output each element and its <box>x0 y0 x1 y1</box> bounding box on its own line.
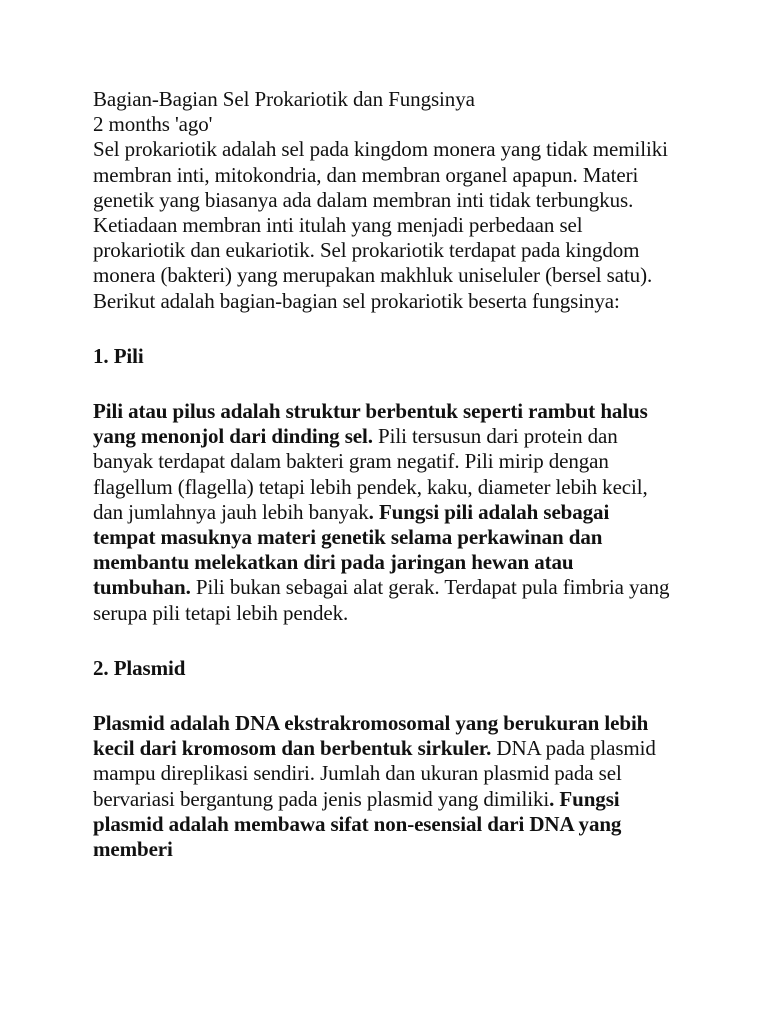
spacer <box>93 681 673 711</box>
spacer <box>93 626 673 656</box>
document-date: 2 months 'ago' <box>93 112 213 137</box>
section-heading-pili: 1. Pili <box>93 343 144 368</box>
plasmid-description-text: DNA pada plasmid mampu direplikasi sendiri. Jumlah dan ukuran plasmid pada sel bervariasi bergantung pada jenis plasmid yang dimiliki <box>93 736 656 811</box>
pili-note-text: Pili bukan sebagai alat gerak. Terdapat pula fimbria yang serupa pili tetapi lebih pendek. <box>93 575 670 625</box>
section-paragraph-plasmid <box>93 711 673 862</box>
spacer <box>93 369 673 399</box>
pili-definition-bold: Pili atau pilus adalah struktur berbentuk seperti rambut halus yang menonjol dari dinding sel. <box>93 399 648 449</box>
plasmid-definition-bold: Plasmid adalah DNA ekstrakromosomal yang berukuran lebih kecil dari kromosom dan berbentuk sirkuler. <box>93 711 649 761</box>
plasmid-function-bold: . Fungsi plasmid adalah membawa sifat non-esensial dari DNA yang memberi <box>93 786 622 862</box>
intro-paragraph: Sel prokariotik adalah sel pada kingdom monera yang tidak memiliki membran inti, mitokondria, dan membran organel apapun. Materi genetik yang biasanya ada dalam membran inti tidak terbungkus. Ketiadaan membran inti itulah yang menjadi perbedaan sel prokariotik dan eukariotik. Sel prokariotik terdapat pada kingdom monera (bakteri) yang merupakan makhluk uniseluler (bersel satu). Berikut adalah bagian-bagian sel prokariotik beserta fungsinya: <box>93 137 668 313</box>
section-heading-plasmid: 2. Plasmid <box>93 655 186 680</box>
pili-function-bold: . Fungsi pili adalah sebagai tempat masuknya materi genetik selama perkawinan dan membantu melekatkan diri pada jaringan hewan atau tumbuhan. <box>93 499 610 600</box>
section-paragraph-pili <box>93 399 673 626</box>
spacer <box>93 314 673 344</box>
document-title: Bagian-Bagian Sel Prokariotik dan Fungsinya <box>93 87 475 111</box>
document-page <box>93 87 673 862</box>
pili-description-text: Pili tersusun dari protein dan banyak terdapat dalam bakteri gram negatif. Pili mirip dengan flagellum (flagella) tetapi lebih pendek, kaku, diameter lebih kecil, dan jumlahnya jauh lebih banyak <box>93 424 648 524</box>
